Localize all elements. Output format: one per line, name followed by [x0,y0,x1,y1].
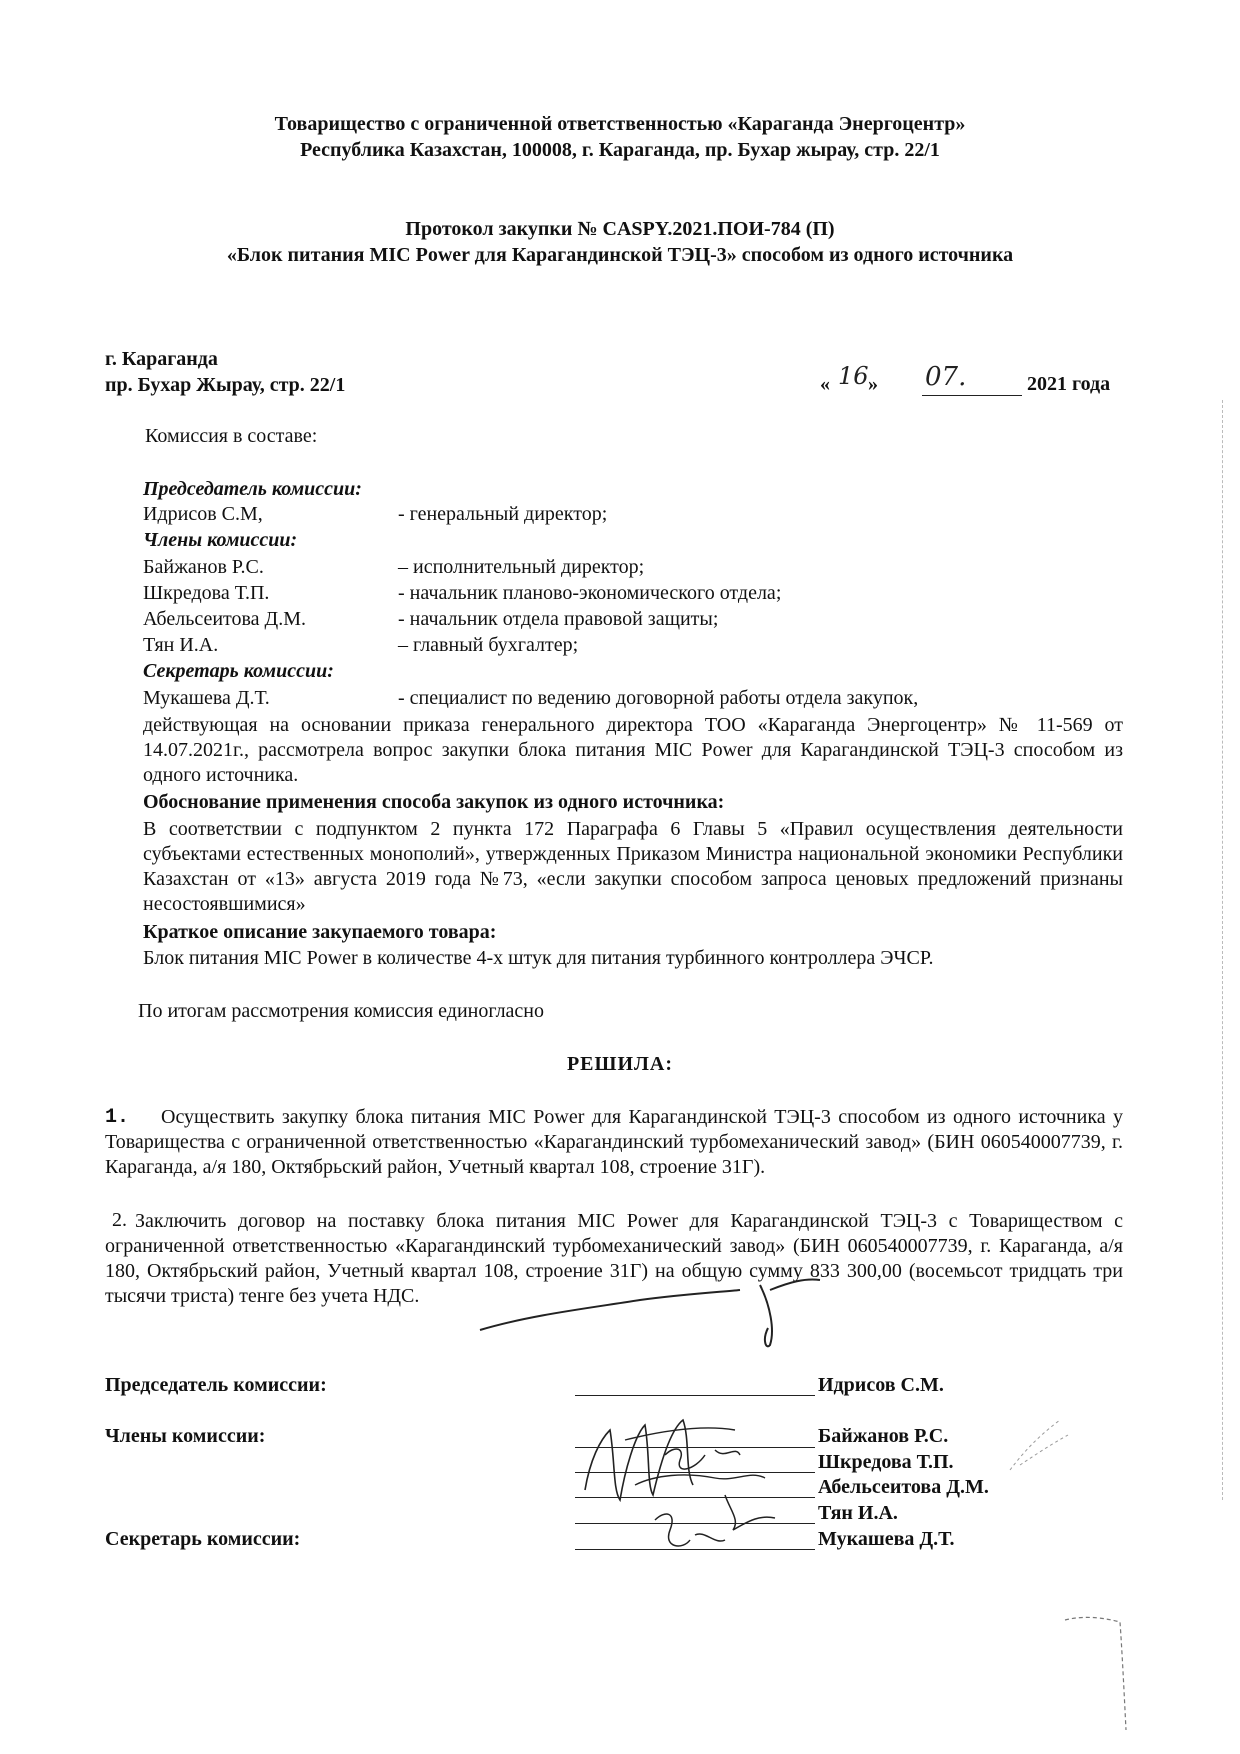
justification-heading: Обоснование применения способа закупок из одного источника: [143,791,725,813]
decision-number: 1. [105,1106,130,1129]
member-signature-name: Байжанов Р.С. [818,1425,949,1447]
protocol-subject: «Блок питания MIC Power для Карагандинской ТЭЦ-3» способом из одного источника [226,244,1014,266]
member-name: Шкредова Т.П. [143,582,270,604]
date-close-quote: » [868,373,878,395]
member-signature-name: Шкредова Т.П. [818,1451,954,1473]
members-label: Члены комиссии: [105,1425,266,1447]
acting-paragraph: действующая на основании приказа генерального директора ТОО «Караганда Энергоцентр» № 11-569 от 14.07.2021г., рассмотрела вопрос закупки блока питания MIC Power для Карагандинской ТЭЦ-3 способом из одного источника. [143,714,1123,786]
signature-scribble [470,1270,830,1350]
date-open-quote: « [820,373,830,395]
member-role: - начальник планово-экономического отдела; [398,582,782,604]
chair-signature-line [575,1395,815,1396]
decision-number: 2. [112,1209,127,1231]
place-address: пр. Бухар Жырау, стр. 22/1 [105,374,346,396]
member-name: Абельсеитова Д.М. [143,608,306,630]
unanimous-text: По итогам рассмотрения комиссия единогласно [138,1000,545,1022]
place-city: г. Караганда [105,348,218,370]
pencil-mark [1000,1410,1080,1480]
commission-intro: Комиссия в составе: [145,425,318,447]
justification-paragraph: В соответствии с подпунктом 2 пункта 172 Параграфа 6 Главы 5 «Правил осуществления деятельности субъектами естественных монополий», утвержденных Приказом Министра национальной экономики Республики Казахстан от «13» августа 2019 года №73, «если закупки способом запроса ценовых предложений признаны несостоявшимися» [143,818,1123,915]
chair-name: Идрисов С.М, [143,503,263,525]
pencil-mark [1060,1600,1140,1740]
member-role: - начальник отдела правовой защиты; [398,608,719,630]
description-text: Блок питания MIC Power в количестве 4-х штук для питания турбинного контроллера ЭЧСР. [143,947,934,969]
member-name: Тян И.А. [143,634,219,656]
secretary-heading: Секретарь комиссии: [143,660,334,682]
date-year: 2021 года [1027,373,1111,395]
date-month-line [922,395,1022,396]
decided-heading: РЕШИЛА: [566,1053,674,1075]
date-month: 07. [925,362,967,392]
description-heading: Краткое описание закупаемого товара: [143,921,497,943]
member-name: Байжанов Р.С. [143,556,264,578]
scan-edge [1222,400,1224,1500]
member-signature-name: Тян И.А. [818,1502,898,1524]
chair-role: - генеральный директор; [398,503,608,525]
protocol-title: Протокол закупки № CASPY.2021.ПОИ-784 (П) [405,218,835,240]
member-signature-name: Абельсеитова Д.М. [818,1476,989,1498]
date-day: 16 [838,362,869,390]
members-heading: Члены комиссии: [143,529,298,551]
secretary-label: Секретарь комиссии: [105,1528,301,1550]
chair-signature-name: Идрисов С.М. [818,1374,944,1396]
member-role: – исполнительный директор; [398,556,645,578]
handwritten-signatures [565,1400,825,1570]
decision-text: Осуществить закупку блока питания MIC Power для Карагандинской ТЭЦ-3 способом из одного источника у Товарищества с ограниченной ответственностью «Карагандинский турбомеханический завод» (БИН 060540007739, г. Караганда, а/я 180, Октябрьский район, Учетный квартал 108, строение 31Г). [105,1106,1123,1178]
secretary-signature-name: Мукашева Д.Т. [818,1528,955,1550]
chair-heading: Председатель комиссии: [143,478,362,500]
org-name: Товарищество с ограниченной ответственностью «Караганда Энергоцентр» [274,113,966,135]
decision-text: Заключить договор на поставку блока питания MIC Power для Карагандинской ТЭЦ-3 с Товариществом с ограниченной ответственностью «Карагандинский турбомеханический завод» (БИН 060540007739, г. Караганда, а/я 180, Октябрьский район, Учетный квартал 108, строение 31Г) на общую сумму 833 300,00 (восемьсот тридцать три тысячи триста) тенге без учета НДС. [105,1210,1123,1307]
secretary-role: - специалист по ведению договорной работы отдела закупок, [398,687,919,709]
org-address: Республика Казахстан, 100008, г. Караганда, пр. Бухар жырау, стр. 22/1 [300,139,940,161]
member-role: – главный бухгалтер; [398,634,579,656]
secretary-name: Мукашева Д.Т. [143,687,270,709]
chair-label: Председатель комиссии: [105,1374,327,1396]
